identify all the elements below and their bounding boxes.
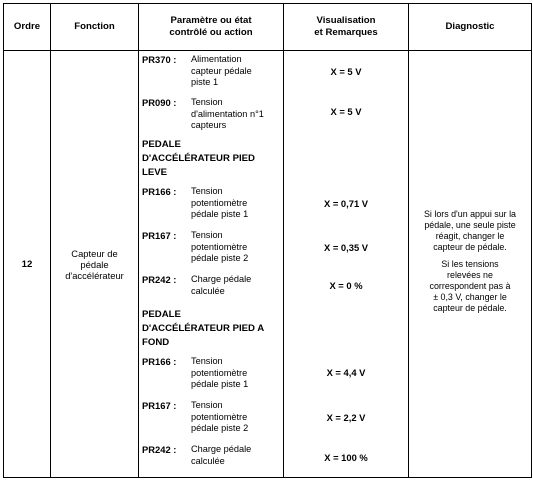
- param-desc-line: piste 1: [191, 77, 219, 87]
- param-desc-line: Charge pédale: [191, 274, 252, 284]
- value-item: [284, 441, 408, 477]
- diagnostic-line: ± 0,3 V, changer le: [433, 291, 507, 302]
- header-ordre: Ordre: [4, 4, 51, 51]
- diagnostic-line: Si les tensions: [441, 258, 499, 269]
- param-desc-line: Alimentation: [191, 54, 242, 64]
- header-visu-line1: Visualisation: [316, 15, 376, 26]
- param-code: PR242 :: [142, 444, 177, 455]
- diagnostic-line: capteur de pédale.: [433, 302, 507, 313]
- param-item: [139, 227, 283, 271]
- diagnostic-line: capteur de pédale.: [433, 241, 507, 252]
- param-desc-line: Tension: [191, 356, 223, 366]
- section-heading-line: FOND: [142, 337, 170, 348]
- cell-fonction: [51, 51, 139, 478]
- param-desc: [191, 356, 276, 391]
- value-item: [284, 183, 408, 227]
- param-desc: [191, 54, 276, 89]
- diagnostic-table: [3, 3, 532, 478]
- param-desc: [191, 97, 276, 132]
- measure-value: X = 0,71 V: [323, 198, 369, 209]
- param-code: PR370 :: [142, 54, 177, 65]
- diagnostic-line: relevées ne: [447, 269, 493, 280]
- param-code: PR167 :: [142, 230, 177, 241]
- value-item: [284, 94, 408, 137]
- param-desc-line: pédale piste 1: [191, 209, 249, 219]
- param-desc: [191, 274, 276, 297]
- param-desc-line: d'alimentation n°1: [191, 108, 264, 119]
- cell-ordre: 12: [4, 51, 51, 478]
- header-diagnostic: Diagnostic: [409, 4, 532, 51]
- param-desc-line: potentiomètre: [191, 241, 248, 252]
- param-desc-line: Charge pédale: [191, 444, 252, 454]
- param-desc-line: pédale piste 2: [191, 253, 249, 263]
- param-desc-line: capteurs: [191, 120, 227, 130]
- header-visu-line2: et Remarques: [314, 27, 378, 38]
- measure-value: X = 5 V: [330, 106, 362, 117]
- header-parametre-line1: Paramètre ou état: [170, 15, 252, 26]
- section-heading-line: D'ACCÉLÉRATEUR PIED A: [142, 323, 265, 334]
- fonction-line: Capteur de: [71, 247, 118, 259]
- section-heading-line: D'ACCÉLÉRATEUR PIED: [142, 153, 255, 164]
- fonction-line: d'accélérateur: [65, 269, 124, 281]
- param-desc-line: Tension: [191, 230, 223, 240]
- diagnostic-paragraph-1: [409, 209, 531, 253]
- section-heading-line: PEDALE: [142, 309, 181, 320]
- param-desc-line: pédale piste 2: [191, 423, 249, 433]
- param-item: [139, 94, 283, 137]
- param-code: PR166 :: [142, 356, 177, 367]
- header-parametre: [139, 4, 284, 51]
- param-item: [139, 397, 283, 441]
- value-spacer: [284, 307, 408, 353]
- param-item: [139, 353, 283, 397]
- param-code: PR167 :: [142, 400, 177, 411]
- section-heading-pied-a-fond: [139, 307, 283, 353]
- param-desc: [191, 186, 276, 221]
- measure-value: X = 4,4 V: [326, 367, 366, 378]
- param-desc-line: potentiomètre: [191, 411, 248, 422]
- cell-diagnostic: [409, 51, 532, 478]
- fonction-line: pédale: [80, 258, 109, 270]
- param-code: PR166 :: [142, 186, 177, 197]
- param-desc-line: capteur pédale: [191, 65, 252, 76]
- measure-value: X = 0 %: [329, 280, 363, 291]
- param-desc-line: potentiomètre: [191, 367, 248, 378]
- header-row: [4, 4, 532, 51]
- param-desc-line: Tension: [191, 97, 223, 107]
- cell-visualisation: [284, 51, 409, 478]
- diagnostic-line: correspondent pas à: [429, 280, 511, 291]
- param-desc-line: Tension: [191, 186, 223, 196]
- measure-value: X = 100 %: [324, 452, 368, 463]
- section-heading-pied-leve: [139, 137, 283, 183]
- param-code: PR090 :: [142, 97, 177, 108]
- header-parametre-line2: contrôlé ou action: [169, 27, 253, 38]
- param-desc-line: Tension: [191, 400, 223, 410]
- diagnostic-page: [3, 3, 531, 476]
- value-item: [284, 271, 408, 307]
- diagnostic-line: Si lors d'un appui sur la: [424, 208, 516, 219]
- header-fonction: Fonction: [51, 4, 139, 51]
- table-row: [4, 51, 532, 478]
- param-item: [139, 271, 283, 307]
- value-spacer: [284, 137, 408, 183]
- param-item: [139, 441, 283, 477]
- measure-value: X = 0,35 V: [323, 242, 369, 253]
- cell-parametres: [139, 51, 284, 478]
- header-visualisation: [284, 4, 409, 51]
- param-desc: [191, 400, 276, 435]
- param-item: [139, 51, 283, 94]
- section-heading-line: LEVE: [142, 167, 168, 178]
- value-item: [284, 51, 408, 94]
- value-item: [284, 227, 408, 271]
- param-desc-line: calculée: [191, 455, 225, 466]
- diagnostic-line: réagit, changer le: [435, 230, 505, 241]
- param-item: [139, 183, 283, 227]
- measure-value: X = 5 V: [330, 66, 362, 77]
- param-desc-line: calculée: [191, 285, 225, 296]
- param-desc: [191, 444, 276, 467]
- param-code: PR242 :: [142, 274, 177, 285]
- diagnostic-paragraph-2: [409, 259, 531, 314]
- param-desc: [191, 230, 276, 265]
- section-heading-line: PEDALE: [142, 139, 181, 150]
- value-item: [284, 397, 408, 441]
- measure-value: X = 2,2 V: [326, 412, 366, 423]
- param-desc-line: pédale piste 1: [191, 379, 249, 389]
- param-desc-line: potentiomètre: [191, 197, 248, 208]
- value-item: [284, 353, 408, 397]
- diagnostic-line: pédale, une seule piste: [424, 219, 516, 230]
